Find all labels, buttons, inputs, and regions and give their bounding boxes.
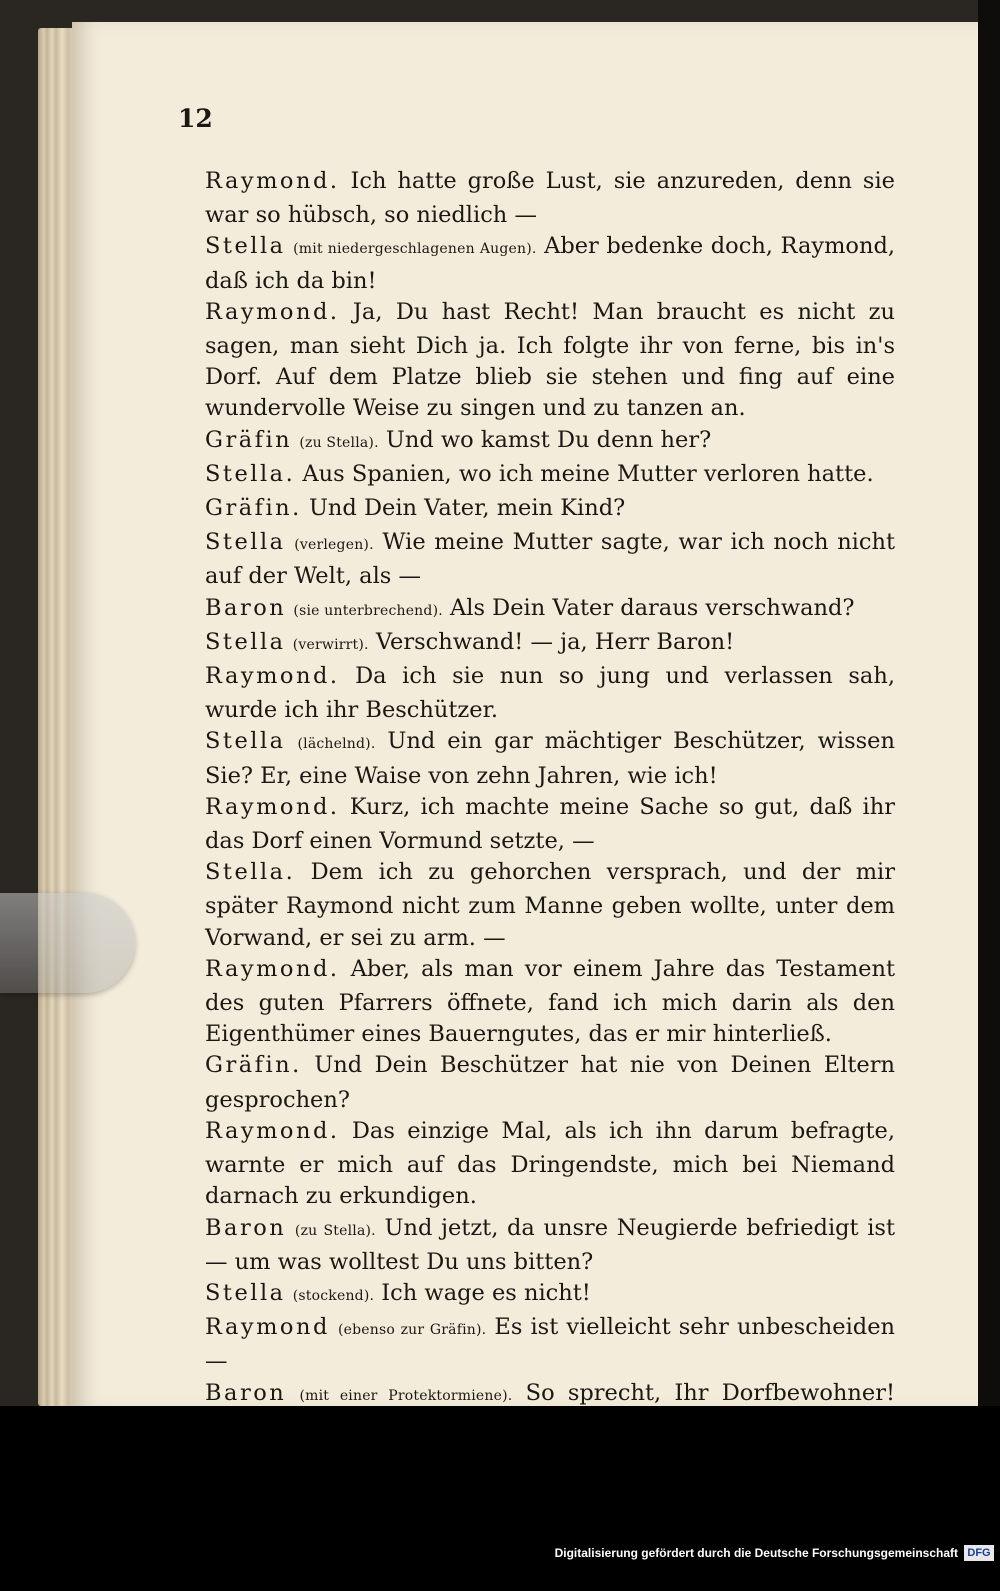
dialogue-text: Aber, als man vor einem Jahre das Testament des guten Pfarrers öffnete, fand ich mich darin als den Eigenthümer eines Bauerngutes, das er mir hinterließ. <box>205 955 896 1048</box>
stage-direction: (verwirrt). <box>292 636 369 653</box>
speaker-name: Raymond. <box>205 663 340 690</box>
dialogue-text: Aber bedenke doch, Raymond, daß ich da bin! <box>205 233 896 294</box>
speaker-name: Stella. <box>205 859 296 886</box>
dialogue-text: Das einzige Mal, als ich ihn darum befragte, warnte er mich auf das Dringendste, mich bei Niemand darnach zu erkundigen. <box>205 1117 895 1210</box>
dialogue-paragraph <box>205 1050 895 1115</box>
speaker-name: Gräfin. <box>205 1052 302 1079</box>
dialogue-text: Und Dein Beschützer hat nie von Deinen Eltern gesprochen? <box>205 1052 895 1113</box>
dialogue-text: Und jetzt, da unsre Neugierde befriedigt ist — um was wolltest Du uns bitten? <box>205 1214 896 1275</box>
speaker-name: Raymond. <box>205 298 340 325</box>
stage-direction: (zu Stella). <box>299 434 379 451</box>
speaker-name: Raymond. <box>205 1117 340 1144</box>
dialogue-paragraph <box>205 627 895 661</box>
speaker-name: Gräfin. <box>205 495 302 522</box>
dialogue-paragraph <box>205 954 895 1051</box>
speaker-name: Stella <box>205 529 286 556</box>
dialogue-text: Ich wage es nicht! <box>381 1279 591 1306</box>
speaker-name: Baron <box>205 1379 287 1406</box>
dialogue-paragraph <box>205 231 895 296</box>
play-text <box>205 166 895 1443</box>
dialogue-paragraph <box>205 297 895 425</box>
speaker-name: Raymond. <box>205 955 340 982</box>
stage-direction: (sie unterbrechend). <box>293 602 443 619</box>
dialogue-text: Und ein gar mächtiger Beschützer, wissen Sie? Er, eine Waise von zehn Jahren, wie ich! <box>205 728 895 789</box>
dialogue-paragraph <box>205 726 895 791</box>
speaker-name: Baron <box>205 594 287 621</box>
scan-border <box>978 0 1000 1591</box>
dialogue-paragraph <box>205 493 895 527</box>
stage-direction: (mit einer Protektormiene). <box>299 1387 513 1404</box>
speaker-name: Baron <box>205 1214 287 1241</box>
dialogue-paragraph <box>205 1213 895 1278</box>
dialogue-text: Verschwand! — ja, Herr Baron! <box>375 628 735 655</box>
page-clip <box>0 893 135 993</box>
page-number: 12 <box>178 104 213 133</box>
dialogue-text: Ja, Du hast Recht! Man braucht es nicht zu sagen, man sieht Dich ja. Ich folgte ihr von ferne, bis in's Dorf. Auf dem Platze blieb sie stehen und fing auf eine wundervolle Weise zu singen und zu tanzen an. <box>205 298 896 422</box>
dialogue-text: Wie meine Mutter sagte, war ich noch nicht auf der Welt, als — <box>205 529 896 590</box>
dialogue-paragraph <box>205 459 895 493</box>
dialogue-paragraph <box>205 1116 895 1213</box>
stage-direction: (lächelnd). <box>297 736 376 753</box>
dialogue-text: Und wo kamst Du denn her? <box>385 426 712 453</box>
stage-direction: (mit niedergeschlagenen Augen). <box>293 241 537 258</box>
dialogue-paragraph <box>205 1312 895 1377</box>
dialogue-paragraph <box>205 593 895 627</box>
dialogue-paragraph <box>205 661 895 726</box>
dialogue-text: Als Dein Vater daraus verschwand? <box>450 594 855 621</box>
dialogue-text: Ich hatte große Lust, sie anzureden, denn sie war so hübsch, so niedlich — <box>205 168 895 229</box>
stage-direction: (zu Stella). <box>294 1222 376 1239</box>
speaker-name: Stella <box>205 1279 286 1306</box>
speaker-name: Stella <box>205 628 286 655</box>
footer-bar <box>0 1406 1000 1591</box>
dialogue-text: Dem ich zu gehorchen versprach, und der mir später Raymond nicht zum Manne geben wollte, unter dem Vorwand, er sei zu arm. — <box>205 859 895 951</box>
speaker-name: Stella <box>205 728 286 755</box>
speaker-name: Gräfin <box>205 426 293 453</box>
speaker-name: Stella <box>205 233 286 260</box>
dialogue-text: Und Dein Vater, mein Kind? <box>308 495 626 522</box>
dialogue-text: Kurz, ich machte meine Sache so gut, daß ihr das Dorf einen Vormund setzte, — <box>205 793 895 855</box>
dialogue-text: So sprecht, Ihr Dorfbewohner! <box>525 1379 895 1406</box>
dfg-logo-icon: DFG <box>964 1545 994 1561</box>
speaker-name: Raymond. <box>205 793 340 820</box>
dialogue-paragraph <box>205 792 895 857</box>
speaker-name: Stella. <box>205 460 296 487</box>
dialogue-paragraph <box>205 425 895 459</box>
dialogue-text: Da ich sie nun so jung und verlassen sah, wurde ich ihr Beschützer. <box>205 663 895 724</box>
dialogue-text: Es ist vielleicht sehr unbescheiden — <box>205 1314 896 1375</box>
stage-direction: (verlegen). <box>294 537 374 554</box>
stage-direction: (stockend). <box>292 1287 375 1304</box>
dialogue-paragraph <box>205 1278 895 1312</box>
speaker-name: Raymond <box>205 1314 330 1341</box>
speaker-name: Raymond. <box>205 168 340 194</box>
dialogue-paragraph <box>205 166 895 231</box>
footer-credit: Digitalisierung gefördert durch die Deutsche Forschungsgemeinschaft <box>554 1546 958 1560</box>
dialogue-text: Aus Spanien, wo ich meine Mutter verloren hatte. <box>302 460 874 487</box>
stage-direction: (ebenso zur Gräfin). <box>337 1322 487 1339</box>
dialogue-paragraph <box>205 857 895 954</box>
dialogue-paragraph <box>205 527 895 592</box>
